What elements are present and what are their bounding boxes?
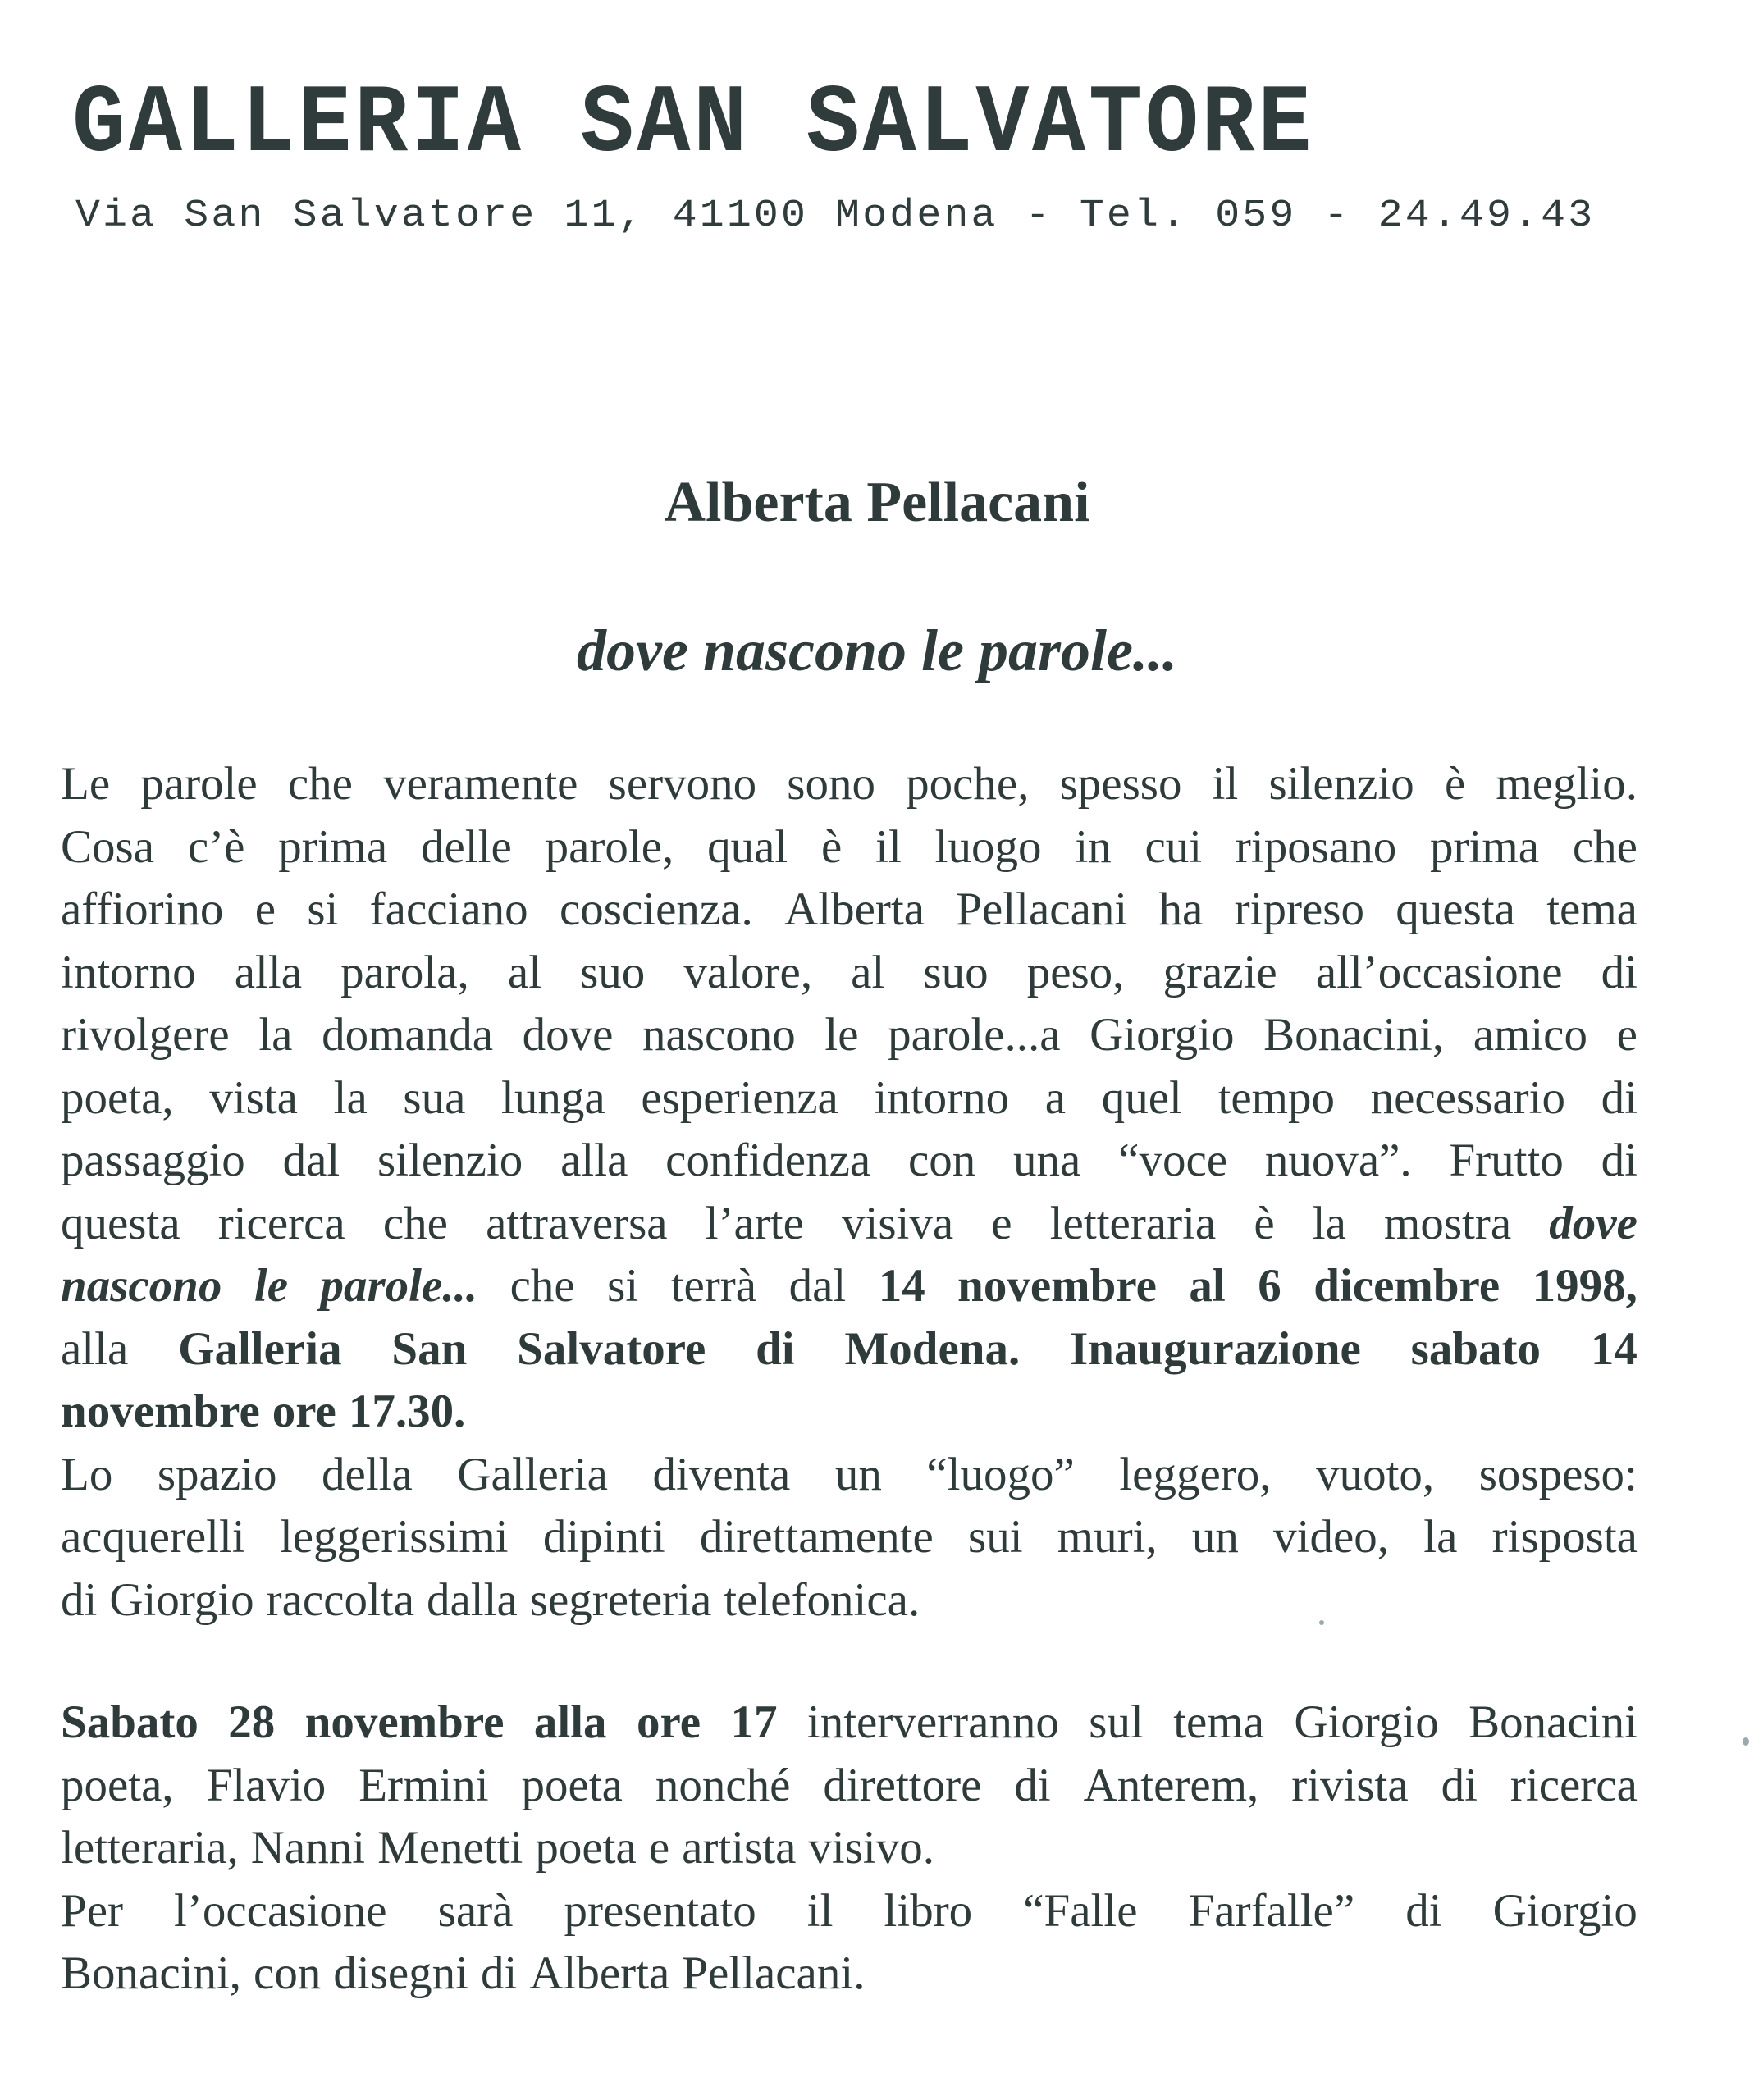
word: 17.30. xyxy=(348,1386,466,1437)
word: servono xyxy=(608,758,757,810)
word: le xyxy=(254,1260,289,1312)
word: leggero, xyxy=(1119,1448,1272,1500)
word: telefonica. xyxy=(724,1573,920,1626)
word: della xyxy=(322,1448,413,1500)
word: di xyxy=(61,1573,98,1626)
text-line xyxy=(61,1130,1638,1193)
word: grazie xyxy=(1162,946,1277,998)
word: poeta xyxy=(535,1822,637,1874)
word: l’occasione xyxy=(174,1884,387,1937)
scan-speck xyxy=(1743,1737,1749,1746)
word: rivista xyxy=(1291,1759,1409,1811)
word: al xyxy=(1189,1260,1226,1312)
word: a xyxy=(1044,1071,1067,1124)
word: letteraria xyxy=(1049,1197,1217,1249)
word: parole xyxy=(140,758,258,810)
text-line xyxy=(61,942,1638,1005)
word: tema xyxy=(1173,1696,1264,1748)
word: intorno xyxy=(61,946,196,998)
word: risposta xyxy=(1491,1511,1638,1563)
text-line xyxy=(61,1318,1638,1381)
word: dicembre xyxy=(1313,1260,1500,1312)
word: alla xyxy=(234,946,303,998)
word: prima xyxy=(1430,820,1540,873)
word: ricerca xyxy=(217,1197,345,1249)
word: Pellacani xyxy=(956,883,1128,935)
word: è xyxy=(1444,758,1466,810)
word: Le xyxy=(61,758,111,810)
word: dove xyxy=(522,1009,614,1061)
word: Salvatore xyxy=(517,1322,706,1375)
word: parole... xyxy=(320,1260,478,1312)
word: di xyxy=(1405,1884,1442,1937)
word: di xyxy=(1441,1759,1478,1811)
word: alla xyxy=(533,1696,607,1748)
word: nascono xyxy=(61,1260,222,1312)
word: meglio. xyxy=(1496,758,1638,810)
word: sua xyxy=(403,1071,466,1124)
word: letteraria, xyxy=(61,1822,239,1874)
word: Cosa xyxy=(61,820,154,873)
text-line xyxy=(61,816,1638,879)
word: e xyxy=(991,1197,1012,1249)
word: leggerissimi xyxy=(279,1511,509,1563)
word: interverranno xyxy=(806,1696,1059,1748)
word: poche, xyxy=(906,758,1030,810)
word: nuova”. xyxy=(1264,1134,1412,1186)
word: ripreso xyxy=(1234,883,1364,935)
word: Bonacini, xyxy=(1263,1009,1445,1061)
text-line xyxy=(61,753,1638,816)
word: peso, xyxy=(1026,946,1125,998)
word: le xyxy=(824,1009,859,1061)
word: rivolgere xyxy=(61,1009,230,1061)
word: novembre xyxy=(61,1386,260,1437)
word: questa xyxy=(1395,883,1515,935)
word: il xyxy=(875,820,902,873)
word: Lo xyxy=(61,1448,113,1500)
word: video, xyxy=(1273,1511,1390,1563)
word: si xyxy=(607,1260,639,1312)
word: ore xyxy=(636,1696,701,1748)
text-line xyxy=(61,1691,1638,1755)
word: San xyxy=(391,1322,468,1375)
text-line xyxy=(61,1942,1638,2006)
word: coscienza. xyxy=(560,883,753,935)
word: libro xyxy=(884,1884,973,1937)
word: silenzio xyxy=(1268,758,1414,810)
scan-speck xyxy=(1319,1620,1324,1625)
word: delle xyxy=(421,820,512,873)
word: al xyxy=(851,946,885,998)
text-line xyxy=(61,1817,1638,1880)
word: dalla xyxy=(427,1573,518,1626)
word: veramente xyxy=(383,758,578,810)
word: è xyxy=(1254,1197,1275,1249)
word: mostra xyxy=(1384,1197,1512,1249)
word: Sabato xyxy=(61,1696,199,1748)
word: 6 xyxy=(1258,1260,1281,1312)
word: un xyxy=(1191,1511,1239,1563)
word: e xyxy=(648,1822,670,1874)
word: poeta xyxy=(521,1759,623,1811)
word: sui xyxy=(968,1511,1023,1563)
text-line xyxy=(61,1193,1638,1256)
word: affiorino xyxy=(61,883,224,935)
word: lunga xyxy=(501,1071,605,1124)
word: la xyxy=(1312,1197,1346,1249)
word: la xyxy=(258,1009,293,1061)
word: silenzio xyxy=(377,1134,523,1186)
word: un xyxy=(834,1448,882,1500)
word: in xyxy=(1075,820,1112,873)
word: vuoto, xyxy=(1316,1448,1435,1500)
word: di xyxy=(1014,1759,1051,1811)
word: alla xyxy=(61,1322,129,1375)
word: riposano xyxy=(1235,820,1397,873)
word: Galleria xyxy=(178,1322,342,1375)
word: di xyxy=(756,1322,795,1375)
word: “voce xyxy=(1118,1134,1228,1186)
word: facciano xyxy=(369,883,528,935)
word: direttamente xyxy=(699,1511,934,1563)
word: novembre xyxy=(304,1696,505,1748)
word: cui xyxy=(1144,820,1203,873)
word: direttore xyxy=(823,1759,982,1811)
word: di xyxy=(1601,1071,1638,1124)
word: sabato xyxy=(1410,1322,1542,1375)
word: segreteria xyxy=(529,1573,712,1626)
word: Giorgio xyxy=(1089,1009,1235,1061)
word: parola, xyxy=(340,946,469,998)
text-line xyxy=(61,1067,1638,1130)
word: dal xyxy=(282,1134,340,1186)
word: il xyxy=(1212,758,1239,810)
word: questa xyxy=(61,1197,180,1249)
word: sono xyxy=(787,758,875,810)
word: quel xyxy=(1101,1071,1182,1124)
word: dove xyxy=(1549,1197,1638,1249)
word: “Falle xyxy=(1023,1884,1138,1937)
word: ha xyxy=(1158,883,1204,935)
word: al xyxy=(507,946,542,998)
word: ricerca xyxy=(1510,1759,1638,1811)
word: Inaugurazione xyxy=(1070,1322,1361,1375)
word: acquerelli xyxy=(61,1511,245,1563)
word: valore, xyxy=(683,946,813,998)
word: domanda xyxy=(322,1009,493,1061)
word: di xyxy=(481,1947,518,1999)
word: spazio xyxy=(157,1448,277,1500)
word: l’arte xyxy=(705,1197,804,1249)
word: prima xyxy=(278,820,388,873)
word: e xyxy=(254,883,276,935)
word: poeta, xyxy=(61,1759,174,1811)
word: spesso xyxy=(1059,758,1182,810)
word: attraversa xyxy=(486,1197,668,1249)
word: il xyxy=(806,1884,834,1937)
word: ore xyxy=(272,1386,336,1437)
word: artista xyxy=(682,1822,797,1874)
paragraph-event-details xyxy=(61,1691,1638,2006)
word: c’è xyxy=(187,820,245,873)
word: 14 xyxy=(1590,1322,1638,1375)
word: confidenza xyxy=(665,1134,871,1186)
text-line xyxy=(61,1569,1638,1632)
word: Modena. xyxy=(844,1322,1021,1375)
word: di xyxy=(1601,1134,1638,1186)
word: Frutto xyxy=(1449,1134,1564,1186)
word: tempo xyxy=(1217,1071,1335,1124)
word: poeta, xyxy=(61,1071,174,1124)
word: sospeso: xyxy=(1478,1448,1638,1500)
word: 14 xyxy=(878,1260,925,1312)
gallery-name-heading: GALLERIA SAN SALVATORE xyxy=(72,71,1315,180)
word: Anterem, xyxy=(1083,1759,1259,1811)
word: “luogo” xyxy=(926,1448,1075,1500)
artist-name: Alberta Pellacani xyxy=(664,471,1090,534)
word: Bonacini, xyxy=(61,1947,242,1999)
word: e xyxy=(1616,1009,1638,1061)
word: sul xyxy=(1089,1696,1144,1748)
text-line xyxy=(61,1381,1638,1444)
word: muri, xyxy=(1057,1511,1158,1563)
word: novembre xyxy=(957,1260,1157,1312)
word: Alberta xyxy=(529,1947,670,1999)
word: Farfalle” xyxy=(1188,1884,1355,1937)
text-line xyxy=(61,1755,1638,1818)
text-line xyxy=(61,1444,1638,1507)
word: 1998, xyxy=(1532,1260,1638,1312)
word: Giorgio xyxy=(109,1573,254,1626)
word: nonché xyxy=(655,1759,791,1811)
word: sarà xyxy=(437,1884,514,1937)
word: che xyxy=(287,758,353,810)
text-line xyxy=(61,1255,1638,1318)
word: 28 xyxy=(228,1696,276,1748)
word: vista xyxy=(209,1071,298,1124)
word: nascono xyxy=(642,1009,796,1061)
word: alla xyxy=(560,1134,628,1186)
paragraph-exhibition-description xyxy=(61,753,1638,1632)
text-line xyxy=(61,1880,1638,1943)
word: Nanni xyxy=(250,1822,366,1874)
word: tema xyxy=(1546,883,1638,935)
text-line xyxy=(61,879,1638,942)
word: con xyxy=(907,1134,976,1186)
word: visivo. xyxy=(808,1822,935,1874)
word: visiva xyxy=(842,1197,954,1249)
word: Ermini xyxy=(359,1759,489,1811)
exhibition-title: dove nascono le parole... xyxy=(577,618,1177,683)
word: si xyxy=(307,883,339,935)
word: passaggio xyxy=(61,1134,245,1186)
text-line xyxy=(61,1506,1638,1569)
word: intorno xyxy=(874,1071,1010,1124)
word: che xyxy=(1572,820,1638,873)
word: suo xyxy=(580,946,646,998)
word: presentato xyxy=(564,1884,756,1937)
word: suo xyxy=(923,946,989,998)
word: Flavio xyxy=(206,1759,327,1811)
word: luogo xyxy=(934,820,1042,873)
word: disegni xyxy=(333,1947,469,1999)
word: parole...a xyxy=(888,1009,1061,1061)
word: Per xyxy=(61,1884,123,1937)
word: Bonacini xyxy=(1469,1696,1638,1748)
word: Giorgio xyxy=(1492,1884,1638,1937)
word: terrà xyxy=(670,1260,757,1312)
word: Menetti xyxy=(377,1822,523,1874)
word: dal xyxy=(788,1260,847,1312)
word: di xyxy=(1601,946,1638,998)
word: 17 xyxy=(730,1696,778,1748)
word: qual xyxy=(707,820,788,873)
word: parole, xyxy=(545,820,674,873)
word: all’occasione xyxy=(1315,946,1563,998)
word: amico xyxy=(1473,1009,1587,1061)
word: diventa xyxy=(652,1448,791,1500)
word: necessario xyxy=(1370,1071,1565,1124)
word: la xyxy=(1423,1511,1458,1563)
word: è xyxy=(821,820,843,873)
gallery-address: Via San Salvatore 11, 41100 Modena - Tel. 059 - 24.49.43 xyxy=(75,194,1596,238)
word: dipinti xyxy=(542,1511,665,1563)
word: Galleria xyxy=(457,1448,608,1500)
word: Alberta xyxy=(784,883,925,935)
word: Pellacani. xyxy=(682,1947,866,1999)
word: raccolta xyxy=(266,1573,414,1626)
word: una xyxy=(1013,1134,1081,1186)
word: esperienza xyxy=(641,1071,838,1124)
word: Giorgio xyxy=(1294,1696,1439,1748)
word: che xyxy=(382,1197,448,1249)
word: con xyxy=(254,1947,322,1999)
word: la xyxy=(333,1071,368,1124)
text-line xyxy=(61,1004,1638,1067)
word: che xyxy=(509,1260,575,1312)
